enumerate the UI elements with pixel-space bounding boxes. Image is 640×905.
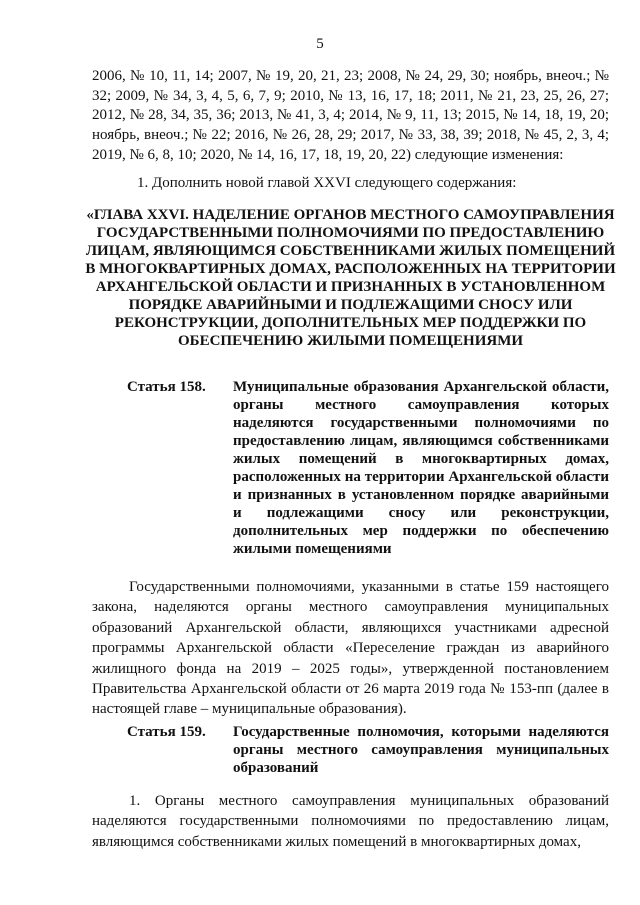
- article-title: Муниципальные образования Архангельской области, органы местного самоуправления которых наделяются государственными полномочиями по предоставлению лицам, являющимся собственниками жилых помещений в многоквартирных домах, расположенных на территории Архангельской области и признанных в установленном порядке аварийными и подлежащими сносу или реконструкции, дополнительных мер поддержки по обеспечению жилыми помещениями: [233, 379, 609, 557]
- article-label: Статья 159.: [127, 724, 206, 740]
- article-label: Статья 158.: [127, 379, 206, 395]
- intro-paragraph: 2006, № 10, 11, 14; 2007, № 19, 20, 21, 23; 2008, № 24, 29, 30; ноябрь, внеоч.; № 32; 2009, № 34, 3, 4, 5, 6, 7, 9; 2010, № 13, 16, 17, 18; 2011, № 21, 23, 25, 26, 27; 2012, № 28, 34, 35, 36; 2013, № 41, 3, 4; 2014, № 9, 11, 13; 2015, № 14, 18, 19, 20; ноябрь, внеоч.; № 22; 2016, № 26, 28, 29; 2017, № 33, 38, 39; 2018, № 45, 2, 3, 4; 2019, № 6, 8, 10; 2020, № 14, 16, 17, 18, 19, 20, 22) следующие изменения:: [92, 68, 609, 163]
- article-title: Государственные полномочия, которыми наделяются органы местного самоуправления муниципальных образований: [233, 724, 609, 776]
- amendment-item-1: 1. Дополнить новой главой XXVI следующего содержания:: [137, 175, 517, 191]
- page-number: 5: [316, 36, 324, 52]
- chapter-heading: «ГЛАВА XXVI. НАДЕЛЕНИЕ ОРГАНОВ МЕСТНОГО САМОУПРАВЛЕНИЯ ГОСУДАРСТВЕННЫМИ ПОЛНОМОЧИЯМИ ПО ПРЕДОСТАВЛЕНИЮ ЛИЦАМ, ЯВЛЯЮЩИМСЯ СОБСТВЕННИКАМИ ЖИЛЫХ ПОМЕЩЕНИЙ В МНОГОКВАРТИРНЫХ ДОМАХ, РАСПОЛОЖЕННЫХ НА ТЕРРИТОРИИ АРХАНГЕЛЬСКОЙ ОБЛАСТИ И ПРИЗНАННЫХ В УСТАНОВЛЕННОМ ПОРЯДКЕ АВАРИЙНЫМИ И ПОДЛЕЖАЩИМИ СНОСУ ИЛИ РЕКОНСТРУКЦИИ, ДОПОЛНИТЕЛЬНЫХ МЕР ПОДДЕРЖКИ ПО ОБЕСПЕЧЕНИЮ ЖИЛЫМИ ПОМЕЩЕНИЯМИ: [85, 207, 616, 349]
- article-158-body: Государственными полномочиями, указанными в статье 159 настоящего закона, наделяются органы местного самоуправления муниципальных образований Архангельской области, являющихся участниками адресной программы Архангельской области «Переселение граждан из аварийного жилищного фонда на 2019 – 2025 годы», утвержденной постановлением Правительства Архангельской области от 26 марта 2019 года № 153-пп (далее в настоящей главе – муниципальные образования).: [92, 579, 609, 718]
- article-159-body: 1. Органы местного самоуправления муниципальных образований наделяются государственными полномочиями по предоставлению лицам, являющимся собственниками жилых помещений в многоквартирных домах,: [92, 793, 609, 850]
